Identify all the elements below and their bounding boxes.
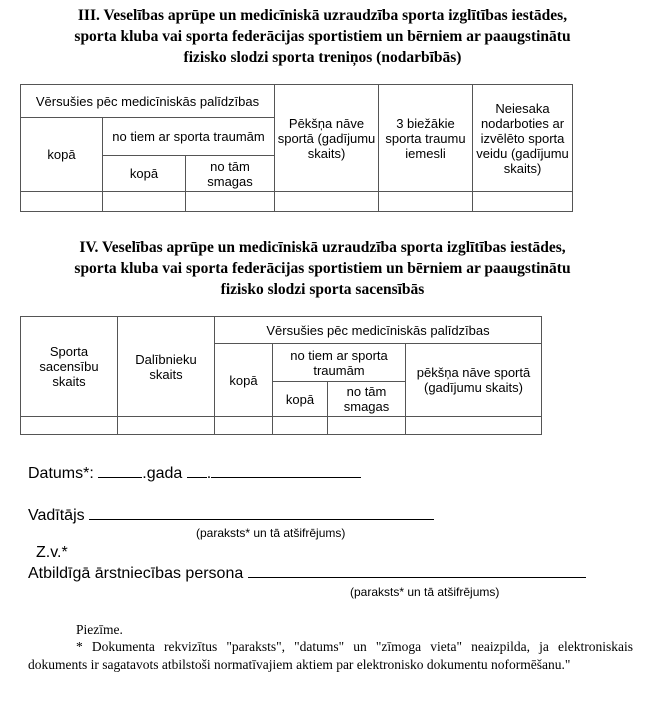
heading-line: sporta kluba vai sporta federācijas sportistiem un bērniem ar paaugstinātu — [74, 260, 571, 277]
section-4-heading — [0, 237, 645, 300]
heading-line: sporta kluba vai sporta federācijas sportistiem un bērniem ar paaugstinātu — [74, 28, 571, 45]
day-field[interactable] — [187, 463, 207, 478]
year-suffix: .gada — [142, 465, 183, 482]
header-severe: no tām smagas — [328, 382, 406, 417]
data-cell[interactable] — [215, 417, 273, 435]
heading-line: III. Veselības aprūpe un medicīniskā uzraudzība sporta izglītības iestādes, — [77, 7, 568, 24]
table-row — [21, 192, 573, 212]
data-cell[interactable] — [21, 417, 118, 435]
header-competitions-count: Sporta sacensību skaits — [21, 317, 118, 417]
heading-line: IV. Veselības aprūpe un medicīniskā uzraudzība sporta izglītības iestādes, — [79, 239, 566, 256]
data-cell[interactable] — [473, 192, 573, 212]
data-cell[interactable] — [275, 192, 379, 212]
date-label: Datums*: — [28, 465, 94, 482]
doctor-label: Atbildīgā ārstniecības persona — [28, 565, 244, 582]
year-field[interactable] — [98, 463, 142, 478]
section-3-heading — [0, 5, 645, 68]
heading-line: fizisko slodzi sporta sacensībās — [220, 281, 425, 298]
header-total: kopā — [21, 118, 103, 192]
signature-hint: (paraksts* un tā atšifrējums) — [196, 526, 346, 540]
date-line — [28, 463, 361, 483]
table-row — [21, 417, 542, 435]
head-signature-line — [28, 505, 434, 525]
heading-line: fizisko slodzi sporta treniņos (nodarbībās) — [183, 49, 462, 66]
header-medical-help: Vērsušies pēc medicīniskās palīdzības — [21, 85, 275, 118]
note-title: Piezīme. — [76, 622, 123, 637]
training-health-table — [20, 84, 573, 212]
date-dot: . — [206, 465, 212, 482]
head-label: Vadītājs — [28, 507, 85, 524]
header-total: kopā — [215, 344, 273, 417]
competition-health-table — [20, 316, 542, 435]
header-injuries-total: kopā — [103, 156, 186, 192]
header-with-injuries: no tiem ar sporta traumām — [103, 118, 275, 156]
header-not-recommended: Neiesaka nodarboties ar izvēlēto sporta veidu (gadījumu skaits) — [473, 85, 573, 192]
header-top-causes: 3 biežākie sporta traumu iemesli — [379, 85, 473, 192]
header-severe: no tām smagas — [186, 156, 275, 192]
header-medical-help: Vērsušies pēc medicīniskās palīdzības — [215, 317, 542, 344]
month-field[interactable] — [211, 463, 361, 478]
signature-hint-2: (paraksts* un tā atšifrējums) — [350, 585, 500, 599]
doctor-signature-field[interactable] — [248, 563, 586, 578]
data-cell[interactable] — [21, 192, 103, 212]
header-sudden-death: pēkšņa nāve sportā (gadījumu skaits) — [406, 344, 542, 417]
data-cell[interactable] — [406, 417, 542, 435]
data-cell[interactable] — [328, 417, 406, 435]
data-cell[interactable] — [118, 417, 215, 435]
stamp-place: Z.v.* — [36, 544, 68, 561]
header-with-injuries: no tiem ar sporta traumām — [273, 344, 406, 382]
note-text: * Dokumenta rekvizītus "paraksts", "datums" un "zīmoga vieta" neaizpilda, ja elektroniskais dokuments ir sagatavots atbilstoši normatīvajiem aktiem par elektronisko dokumentu noformēšanu." — [28, 639, 633, 672]
data-cell[interactable] — [186, 192, 275, 212]
data-cell[interactable] — [273, 417, 328, 435]
header-participants-count: Dalībnieku skaits — [118, 317, 215, 417]
doctor-signature-line — [28, 563, 586, 583]
data-cell[interactable] — [103, 192, 186, 212]
header-injuries-total: kopā — [273, 382, 328, 417]
head-signature-field[interactable] — [89, 505, 434, 520]
data-cell[interactable] — [379, 192, 473, 212]
header-sudden-death: Pēkšņa nāve sportā (gadījumu skaits) — [275, 85, 379, 192]
